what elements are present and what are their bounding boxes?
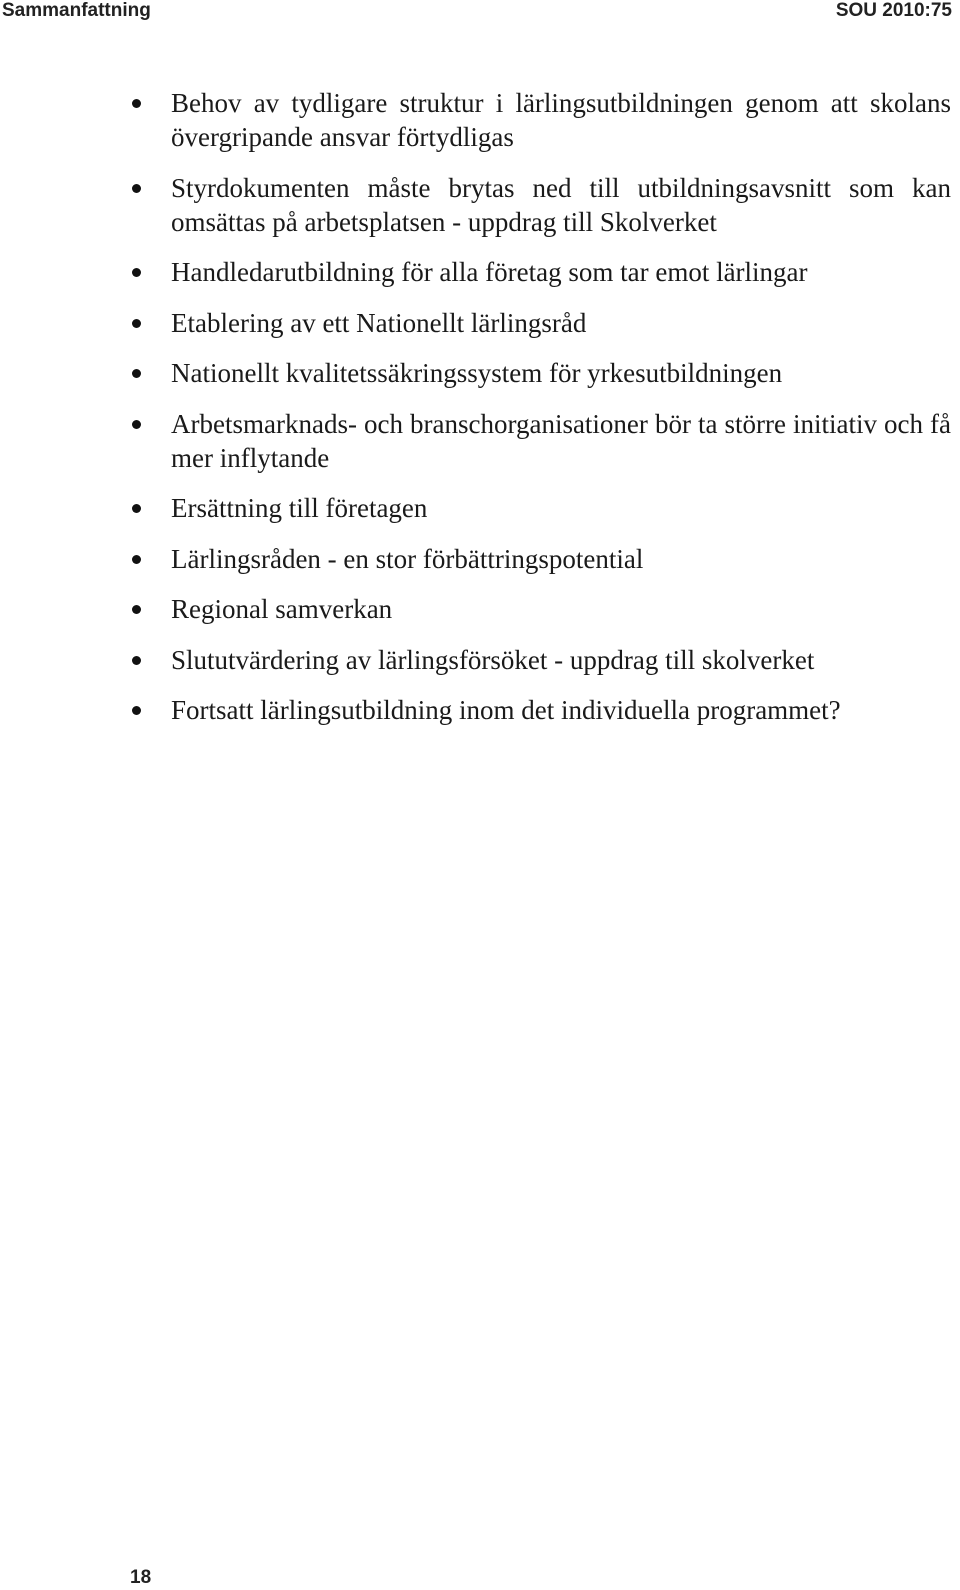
bullet-icon <box>132 605 141 614</box>
list-item-text: Fortsatt lärlingsutbildning inom det individuella programmet? <box>171 695 841 725</box>
list-item <box>130 693 951 727</box>
bullet-icon <box>132 99 141 108</box>
bullet-icon <box>132 656 141 665</box>
bullet-icon <box>132 369 141 378</box>
series-number: SOU 2010:75 <box>835 0 952 21</box>
list-item-text: Etablering av ett Nationellt lärlingsråd <box>171 307 587 338</box>
bullet-icon <box>132 420 141 429</box>
list-item <box>130 86 951 154</box>
bullet-icon <box>132 319 141 328</box>
list-item-text: Nationellt kvalitetssäkringssystem för yrkesutbildningen <box>171 358 783 388</box>
bullet-icon <box>132 184 141 193</box>
list-item <box>130 491 951 525</box>
bullet-icon <box>132 504 141 513</box>
list-item-text: Behov av tydligare struktur i lärlingsutbildningen genom att skolans övergripande ansvar förtydligas <box>171 88 951 152</box>
list-item <box>130 542 951 576</box>
list-item <box>130 306 951 340</box>
section-title: Sammanfattning <box>2 0 151 21</box>
list-item-text: Ersättning till företagen <box>171 493 428 523</box>
list-item-text: Regional samverkan <box>171 594 393 624</box>
page-content <box>130 86 960 744</box>
list-item-text: Handledarutbildning för alla företag som tar emot lärlingar <box>171 257 808 287</box>
page-number: 18 <box>130 1567 152 1588</box>
list-item <box>130 255 951 289</box>
list-item <box>130 356 951 390</box>
bullet-icon <box>132 706 141 715</box>
list-item-text: Slututvärdering av lärlingsförsöket - uppdrag till skolverket <box>171 644 815 675</box>
list-item-text: Arbetsmarknads- och branschorganisationer bör ta större initiativ och få mer inflytande <box>171 408 951 473</box>
bullet-list <box>130 86 960 727</box>
bullet-icon <box>132 555 141 564</box>
list-item-text: Lärlingsråden - en stor förbättringspotential <box>171 543 644 574</box>
list-item <box>130 643 951 677</box>
bullet-icon <box>132 268 141 277</box>
list-item-text: Styrdokumenten måste brytas ned till utbildningsavsnitt som kan omsättas på arbetsplatsen - uppdrag till Skolverket <box>171 172 951 237</box>
list-item <box>130 171 951 239</box>
list-item <box>130 592 951 626</box>
list-item <box>130 407 951 475</box>
running-header <box>0 0 960 22</box>
